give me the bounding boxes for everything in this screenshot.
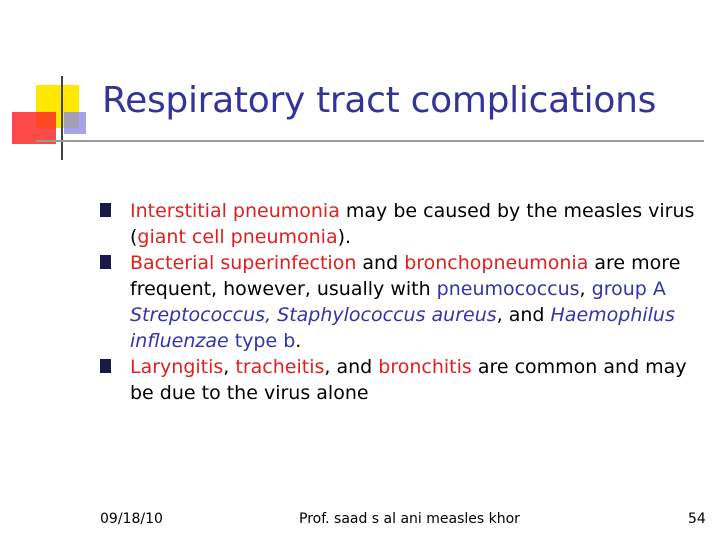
bullet-text-segment: are more frequent, however, usually with [130, 252, 681, 300]
bullet-text-segment: and [356, 252, 405, 274]
bullet-text-segment: , [579, 278, 592, 300]
bullet-text-segment: , [223, 356, 236, 378]
bullet-text-segment: type b [228, 330, 296, 352]
bullet-text-segment: , and [324, 356, 379, 378]
bullet-list [98, 198, 708, 406]
bullet-text-segment: , and [496, 304, 551, 326]
bullet-text-segment: Interstitial pneumonia [130, 200, 340, 222]
square-bullet-icon [100, 359, 111, 373]
title-divider [36, 140, 704, 142]
bullet-text-segment: bronchopneumonia [404, 252, 589, 274]
bullet-text-segment: . [295, 330, 302, 352]
bullet-item [98, 250, 708, 354]
bullet-text-segment: giant cell pneumonia [137, 226, 338, 248]
bullet-text-segment: pneumococcus [436, 278, 580, 300]
bullet-text-segment: ). [337, 226, 352, 248]
bullet-text-segment: Streptococcus [130, 304, 266, 326]
square-bullet-icon [100, 255, 111, 269]
bullet-text-segment: group A [591, 278, 666, 300]
colored-squares-logo-icon [0, 0, 110, 170]
bullet-text-segment: tracheitis [235, 356, 325, 378]
bullet-text-segment: Staphylococcus aureus [277, 304, 497, 326]
bullet-text-segment: bronchitis [378, 356, 472, 378]
footer-page-number: 54 [688, 511, 706, 527]
square-bullet-icon [100, 203, 111, 217]
bullet-text-segment: , [265, 304, 272, 326]
bullet-text-segment: Bacterial superinfection [130, 252, 357, 274]
bullet-text-segment: Haemophilus influenzae [130, 304, 675, 352]
footer-date: 09/18/10 [100, 511, 163, 527]
bullet-item [98, 354, 708, 406]
bullet-item [98, 198, 708, 250]
bullet-text-segment: may be caused by the measles virus ( [130, 200, 695, 248]
bullet-text-segment: are common and may be due to the virus alone [130, 356, 687, 404]
footer-author: Prof. saad s al ani measles khor [299, 511, 520, 527]
bullet-text-segment: Laryngitis [130, 356, 224, 378]
slide-title: Respiratory tract complications [102, 80, 657, 121]
